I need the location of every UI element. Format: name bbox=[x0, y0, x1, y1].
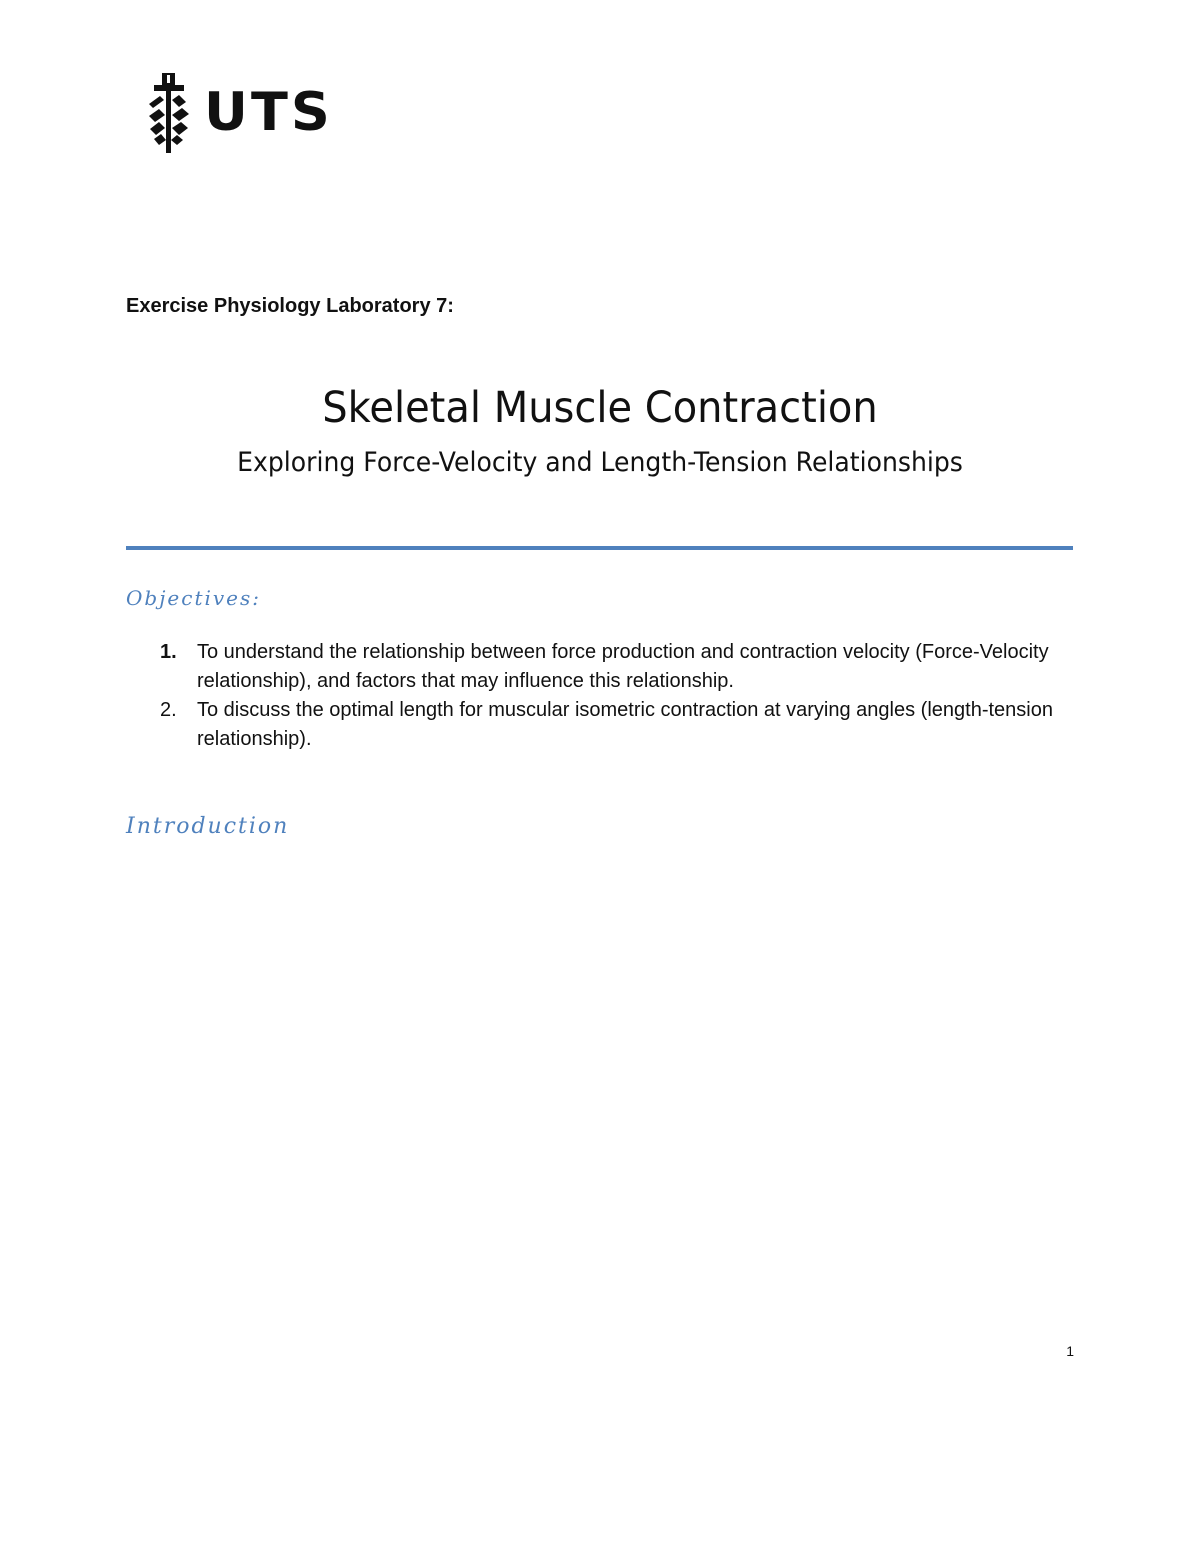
objective-number: 2. bbox=[160, 699, 177, 721]
objectives-heading: Objectives: bbox=[126, 586, 262, 610]
objective-text: To understand the relationship between force production and contraction velocity (Force-Velocity relationship), and factors that may influence this relationship. bbox=[197, 641, 1049, 692]
document-subtitle: Exploring Force-Velocity and Length-Tension Relationships bbox=[237, 447, 963, 478]
objectives-list bbox=[126, 638, 1076, 754]
uts-crest-icon bbox=[148, 73, 190, 153]
page-number: 1 bbox=[1066, 1343, 1074, 1359]
introduction-heading: Introduction bbox=[126, 814, 290, 839]
objective-text: To discuss the optimal length for muscular isometric contraction at varying angles (length-tension relationship). bbox=[197, 699, 1053, 750]
objective-number: 1. bbox=[160, 641, 177, 663]
uts-logo bbox=[148, 73, 333, 153]
section-divider bbox=[126, 546, 1073, 550]
objective-item bbox=[126, 638, 1076, 696]
document-title: Skeletal Muscle Contraction bbox=[322, 383, 878, 433]
lab-title: Exercise Physiology Laboratory 7: bbox=[126, 295, 454, 317]
objective-item bbox=[126, 696, 1076, 754]
logo-text: UTS bbox=[204, 82, 333, 143]
